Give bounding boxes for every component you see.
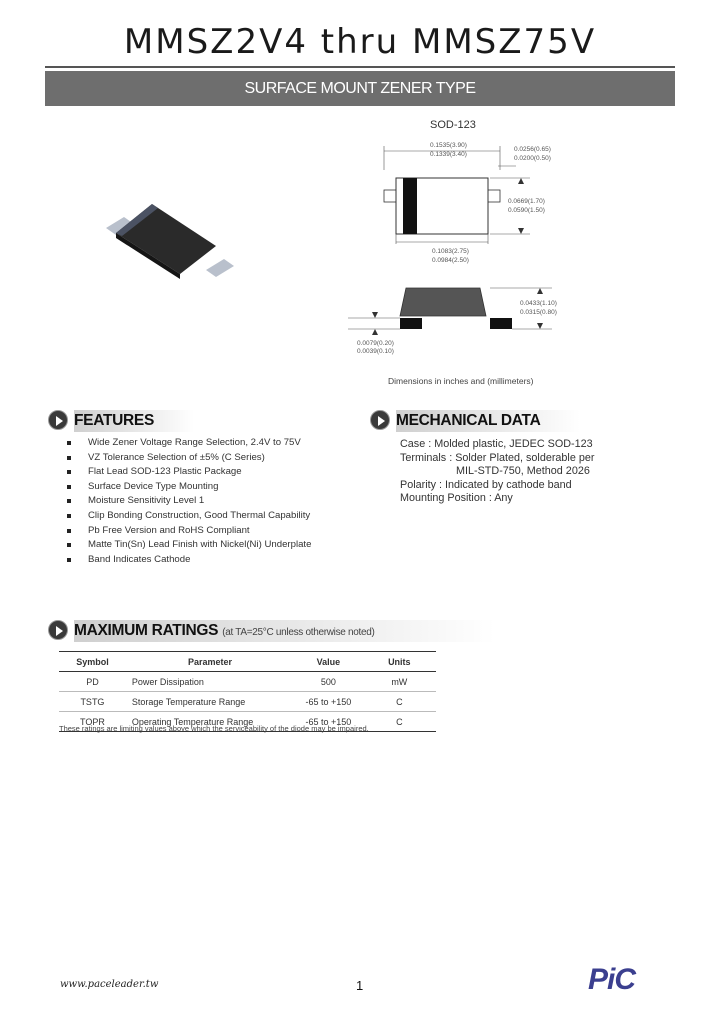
list-item: Pb Free Version and RoHS Compliant <box>67 524 357 539</box>
cell-units: mW <box>363 672 436 692</box>
cell-value: 500 <box>294 672 363 692</box>
list-item: Flat Lead SOD-123 Plastic Package <box>67 465 357 480</box>
arrow-circle-icon <box>370 410 390 430</box>
dim-bottom-1: 0.1083(2.75) <box>432 248 469 255</box>
mech-polarity: Polarity : Indicated by cathode band <box>400 478 572 491</box>
list-item: Surface Device Type Mounting <box>67 480 357 495</box>
features-heading <box>48 410 308 432</box>
table-row <box>59 692 436 712</box>
dim-side-1: 0.0433(1.10) <box>520 300 557 307</box>
ratings-table <box>59 651 436 732</box>
list-item: Wide Zener Voltage Range Selection, 2.4V to 75V <box>67 436 357 451</box>
dim-top-1: 0.1535(3.90) <box>430 142 467 149</box>
list-item: Moisture Sensitivity Level 1 <box>67 494 357 509</box>
cell-parameter: Operating Temperature Range <box>126 712 294 732</box>
dim-lead-2: 0.0039(0.10) <box>357 348 394 355</box>
cell-symbol: PD <box>59 672 126 692</box>
column-header: Value <box>294 652 363 672</box>
dim-right-2: 0.0200(0.50) <box>514 155 551 162</box>
mech-terminals: Terminals : Solder Plated, solderable per <box>400 451 595 464</box>
cell-symbol: TOPR <box>59 712 126 732</box>
section-banner: SURFACE MOUNT ZENER TYPE <box>45 71 675 106</box>
ratings-footnote: These ratings are limiting values above which the serviceability of the diode may be impaired. <box>59 724 369 733</box>
mech-terminals-cont: MIL-STD-750, Method 2026 <box>456 465 590 478</box>
package-body <box>116 204 216 274</box>
page-number: 1 <box>356 978 364 993</box>
dim-lead-1: 0.0079(0.20) <box>357 340 394 347</box>
dim-height-1: 0.0669(1.70) <box>508 198 545 205</box>
list-item: Clip Bonding Construction, Good Thermal Capability <box>67 509 357 524</box>
features-list <box>67 436 357 567</box>
cell-parameter: Storage Temperature Range <box>126 692 294 712</box>
mech-mounting: Mounting Position : Any <box>400 492 513 505</box>
table-header-row <box>59 652 436 672</box>
cell-units: C <box>363 712 436 732</box>
cell-units: C <box>363 692 436 712</box>
column-header: Units <box>363 652 436 672</box>
dim-side-2: 0.0315(0.80) <box>520 309 557 316</box>
cell-value: -65 to +150 <box>294 712 363 732</box>
dimension-note: Dimensions in inches and (millimeters) <box>388 376 534 386</box>
list-item: Band Indicates Cathode <box>67 553 357 568</box>
list-item: Matte Tin(Sn) Lead Finish with Nickel(Ni) Underplate <box>67 538 357 553</box>
package-photo <box>100 195 240 295</box>
footer-url[interactable]: www.paceleader.tw <box>60 979 159 990</box>
cell-value: -65 to +150 <box>294 692 363 712</box>
mechanical-heading-label: MECHANICAL DATA <box>396 410 580 432</box>
list-item: VZ Tolerance Selection of ±5% (C Series) <box>67 451 357 466</box>
ratings-heading-label: MAXIMUM RATINGS <box>74 622 219 639</box>
table-row <box>59 672 436 692</box>
dim-right-1: 0.0256(0.65) <box>514 146 551 153</box>
package-name: SOD-123 <box>430 119 476 131</box>
mechanical-heading <box>370 410 670 432</box>
cell-parameter: Power Dissipation <box>126 672 294 692</box>
arrow-circle-icon <box>48 410 68 430</box>
dim-height-2: 0.0590(1.50) <box>508 207 545 214</box>
page-title: MMSZ2V4 thru MMSZ75V <box>123 22 597 62</box>
title-divider <box>45 66 675 68</box>
column-header: Parameter <box>126 652 294 672</box>
mechanical-data <box>400 438 680 506</box>
ratings-condition: (at TA=25°C unless otherwise noted) <box>222 627 375 638</box>
company-logo: PiC <box>588 963 636 996</box>
features-heading-label: FEATURES <box>74 410 194 432</box>
column-header: Symbol <box>59 652 126 672</box>
cell-symbol: TSTG <box>59 692 126 712</box>
arrow-circle-icon <box>48 620 68 640</box>
mech-case: Case : Molded plastic, JEDEC SOD-123 <box>400 438 593 450</box>
dim-bottom-2: 0.0984(2.50) <box>432 257 469 264</box>
package-lead-right <box>206 259 234 277</box>
ratings-heading <box>48 620 508 642</box>
dim-top-2: 0.1339(3.40) <box>430 151 467 158</box>
